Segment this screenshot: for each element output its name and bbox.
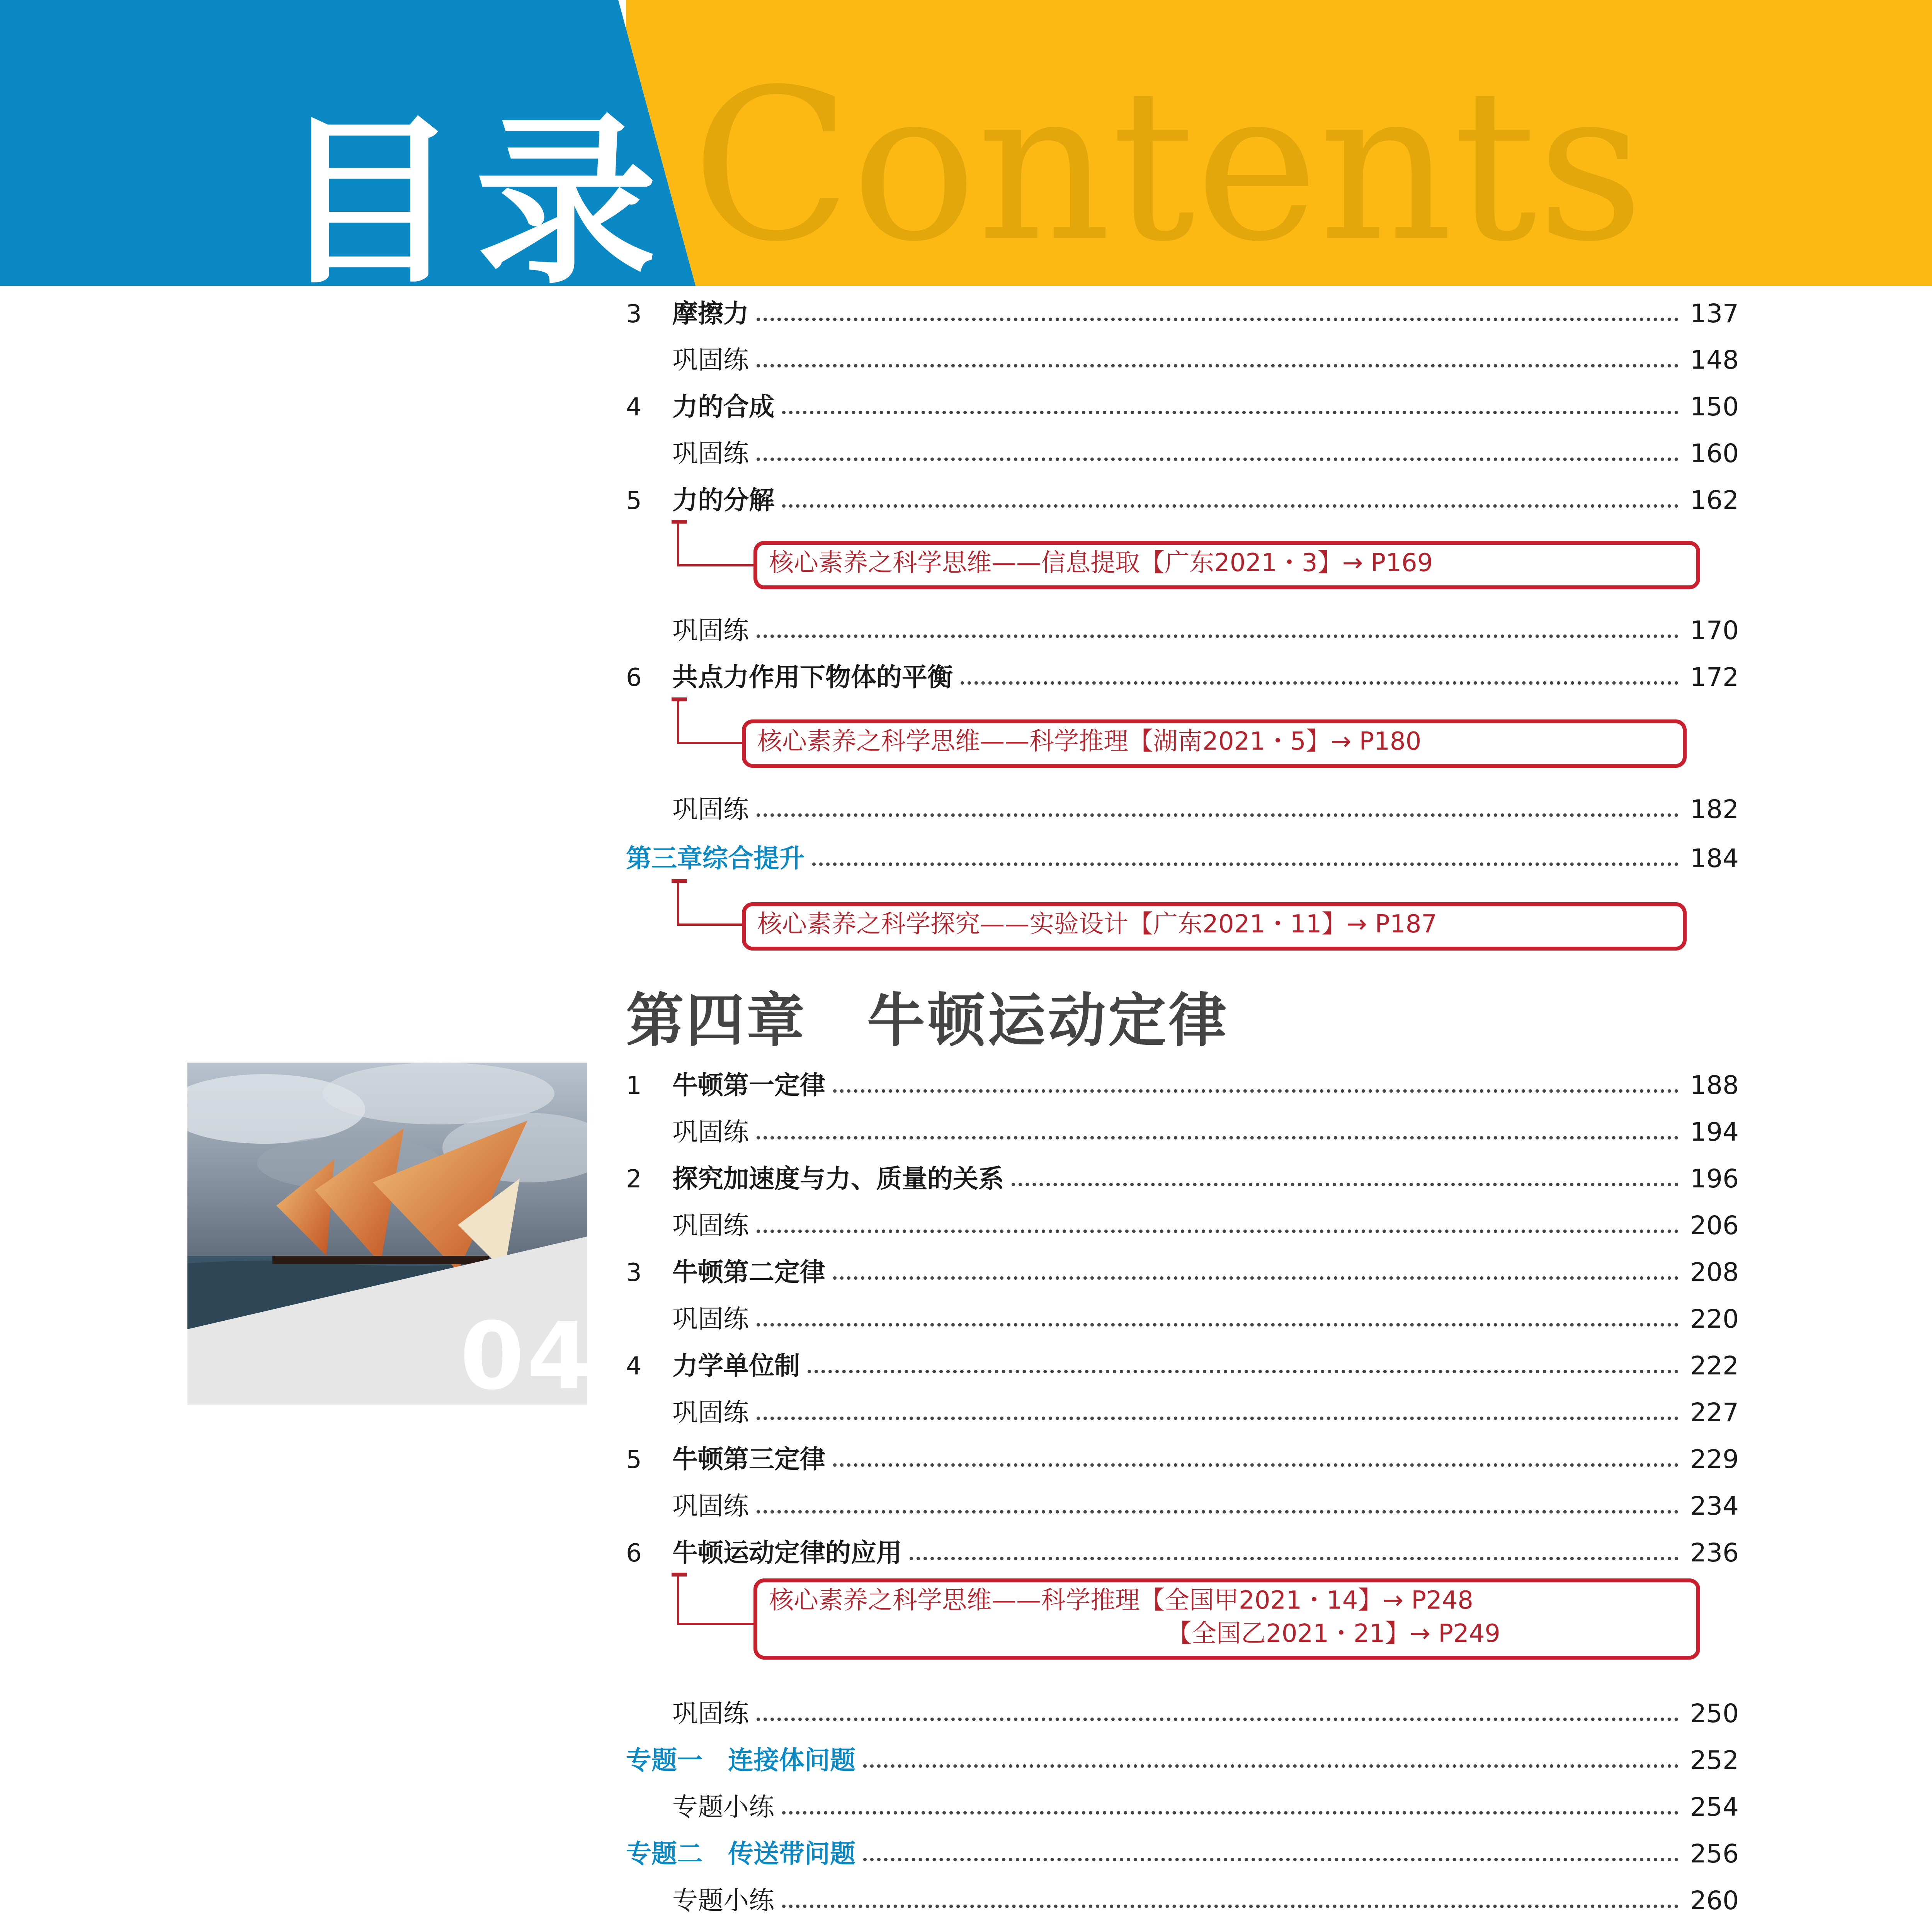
toc-title: 巩固练	[672, 1211, 749, 1240]
leader-dots	[757, 1510, 1679, 1514]
toc-row[interactable]	[626, 648, 1739, 690]
leader-dots	[782, 504, 1679, 508]
chapter-heading: 第四章 牛顿运动定律	[626, 986, 1229, 1054]
callout-box[interactable]	[753, 541, 1700, 589]
toc-page: 256	[1690, 1839, 1739, 1869]
toc-page: 170	[1690, 616, 1739, 645]
callout-bracket	[677, 697, 745, 744]
leader-dots	[757, 1323, 1679, 1327]
toc-title: 牛顿第二定律	[672, 1257, 825, 1287]
toc-number: 3	[626, 1259, 642, 1287]
leader-dots	[812, 862, 1679, 866]
toc-row[interactable]	[626, 1149, 1739, 1192]
toc-row[interactable]	[626, 829, 1739, 871]
toc-row[interactable]	[626, 1731, 1739, 1773]
toc-page: 194	[1690, 1117, 1739, 1147]
header-watermark: Contents	[692, 45, 1644, 287]
toc-row[interactable]	[626, 1336, 1739, 1379]
leader-dots	[757, 1718, 1679, 1721]
leader-dots	[782, 1811, 1679, 1815]
toc-title: 巩固练	[672, 439, 749, 468]
callout-box[interactable]	[742, 719, 1687, 768]
toc-title: 专题二 传送带问题	[626, 1839, 855, 1869]
toc-title: 探究加速度与力、质量的关系	[672, 1164, 1004, 1194]
leader-dots	[808, 1370, 1679, 1373]
toc-page: 148	[1690, 345, 1739, 375]
leader-dots	[833, 1089, 1679, 1093]
toc-title: 巩固练	[672, 1117, 749, 1147]
leader-dots	[961, 681, 1679, 685]
page-title: 目录	[278, 97, 672, 308]
toc-row[interactable]	[626, 1289, 1739, 1332]
toc-page: 222	[1690, 1351, 1739, 1381]
callout-text: 核心素养之科学思维——信息提取【广东2021・3】→ P169	[769, 549, 1433, 577]
toc-row[interactable]	[626, 1430, 1739, 1472]
toc-row[interactable]	[626, 1684, 1739, 1726]
toc-title: 巩固练	[672, 1699, 749, 1728]
toc-title: 巩固练	[672, 616, 749, 645]
toc-page: 137	[1690, 299, 1739, 328]
leader-dots	[833, 1463, 1679, 1467]
leader-dots	[833, 1276, 1679, 1280]
leader-dots	[863, 1764, 1679, 1768]
toc-row[interactable]	[626, 377, 1739, 420]
toc-row[interactable]	[626, 1476, 1739, 1519]
toc-title: 力的合成	[672, 392, 774, 422]
toc-page: 254	[1690, 1792, 1739, 1822]
toc-page: 182	[1690, 794, 1739, 824]
toc-row[interactable]	[626, 601, 1739, 643]
toc-row[interactable]	[626, 1383, 1739, 1425]
toc-page: 172	[1690, 662, 1739, 692]
toc-page: 160	[1690, 439, 1739, 468]
toc-title: 巩固练	[672, 345, 749, 375]
toc-number: 3	[626, 300, 642, 328]
toc-number: 1	[626, 1071, 642, 1100]
toc-number: 4	[626, 1352, 642, 1381]
toc-page: 184	[1690, 844, 1739, 873]
toc-row[interactable]	[626, 330, 1739, 373]
toc-title: 牛顿第三定律	[672, 1444, 825, 1474]
toc-row[interactable]	[626, 424, 1739, 466]
leader-dots	[782, 411, 1679, 414]
toc-row[interactable]	[626, 471, 1739, 513]
toc-title: 力学单位制	[672, 1351, 800, 1381]
toc-page: 234	[1690, 1491, 1739, 1521]
leader-dots	[757, 813, 1679, 817]
toc-row[interactable]	[626, 1777, 1739, 1820]
toc-title: 巩固练	[672, 1304, 749, 1334]
leader-dots	[757, 1417, 1679, 1420]
toc-number: 2	[626, 1165, 642, 1194]
toc-row[interactable]	[626, 780, 1739, 822]
leader-dots	[757, 457, 1679, 461]
toc-page: 150	[1690, 392, 1739, 422]
toc-title: 共点力作用下物体的平衡	[672, 662, 953, 692]
toc-title: 专题小练	[672, 1886, 774, 1915]
toc-number: 5	[626, 486, 642, 515]
toc-title: 力的分解	[672, 485, 774, 515]
toc-page: 236	[1690, 1538, 1739, 1568]
toc-row[interactable]	[626, 1824, 1739, 1867]
toc-row[interactable]	[626, 1918, 1739, 1932]
toc-page: 250	[1690, 1699, 1739, 1728]
chapter-number-badge: 04	[460, 1302, 594, 1410]
toc-title: 专题一 连接体问题	[626, 1745, 855, 1775]
toc-number: 6	[626, 663, 642, 692]
toc-page: 196	[1690, 1164, 1739, 1194]
toc-row[interactable]	[626, 1102, 1739, 1145]
toc-page: 229	[1690, 1444, 1739, 1474]
leader-dots	[757, 318, 1679, 321]
toc-title: 巩固练	[672, 794, 749, 824]
toc-title: 牛顿第一定律	[672, 1070, 825, 1100]
callout-text: 核心素养之科学探究——实验设计【广东2021・11】→ P187	[757, 910, 1437, 939]
leader-dots	[757, 1136, 1679, 1139]
toc-page: 227	[1690, 1398, 1739, 1427]
callout-bracket	[677, 879, 745, 926]
leader-dots	[863, 1858, 1679, 1861]
toc-row[interactable]	[626, 1056, 1739, 1098]
toc-title: 牛顿运动定律的应用	[672, 1538, 902, 1568]
toc-page: 208	[1690, 1257, 1739, 1287]
toc-row[interactable]	[626, 1523, 1739, 1566]
toc-title: 专题小练	[672, 1792, 774, 1822]
toc-number: 5	[626, 1446, 642, 1474]
toc-row[interactable]	[626, 1243, 1739, 1285]
toc-page: 252	[1690, 1745, 1739, 1775]
callout-text: 核心素养之科学思维——科学推理【全国甲2021・14】→ P248	[769, 1586, 1474, 1615]
callout-text: 核心素养之科学思维——科学推理【湖南2021・5】→ P180	[757, 727, 1422, 756]
leader-dots	[782, 1905, 1679, 1908]
callout-box[interactable]	[742, 902, 1687, 951]
toc-page: 206	[1690, 1211, 1739, 1240]
leader-dots	[910, 1557, 1679, 1560]
toc-row[interactable]	[626, 1196, 1739, 1238]
leader-dots	[757, 634, 1679, 638]
toc-row[interactable]	[626, 1871, 1739, 1913]
toc-row[interactable]	[626, 284, 1739, 327]
toc-page: 220	[1690, 1304, 1739, 1334]
toc-page: 162	[1690, 485, 1739, 515]
leader-dots	[757, 1230, 1679, 1233]
callout-bracket	[677, 520, 757, 566]
callout-box[interactable]	[753, 1578, 1700, 1660]
leader-dots	[757, 364, 1679, 367]
toc-number: 6	[626, 1539, 642, 1568]
toc-title: 摩擦力	[672, 299, 749, 328]
toc-page: 260	[1690, 1886, 1739, 1915]
toc-title: 巩固练	[672, 1491, 749, 1521]
callout-bracket	[677, 1573, 757, 1625]
leader-dots	[1012, 1183, 1679, 1186]
toc-title: 巩固练	[672, 1398, 749, 1427]
toc-page: 188	[1690, 1070, 1739, 1100]
toc-number: 4	[626, 393, 642, 422]
callout-text-line2: 【全国乙2021・21】→ P249	[1167, 1619, 1501, 1648]
toc-title: 第三章综合提升	[626, 844, 804, 873]
